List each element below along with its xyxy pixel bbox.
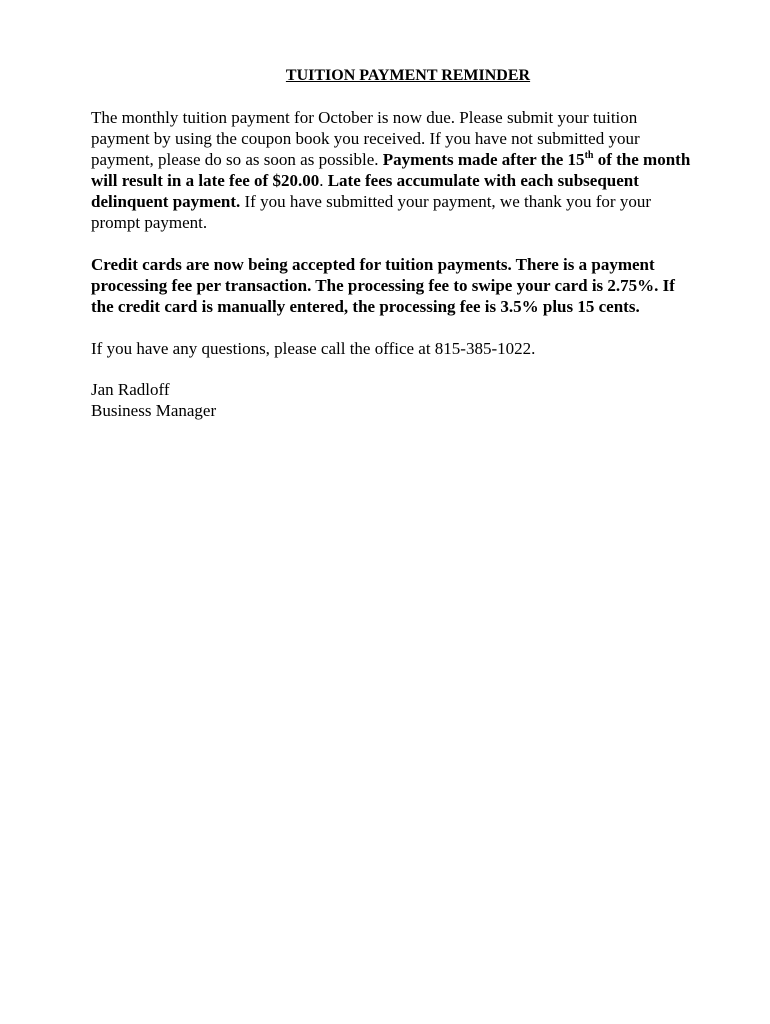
paragraph-line (91, 170, 639, 191)
paragraph-contact: If you have any questions, please call the office at 815-385-1022. (91, 339, 536, 358)
paragraph-line (91, 149, 690, 170)
paragraph-line: processing fee per transaction. The processing fee to swipe your card is 2.75%. If (91, 276, 675, 295)
late-fee-notice: Payments made after the 15 (382, 150, 585, 169)
late-fee-notice: delinquent payment. (91, 192, 241, 211)
signature-name: Jan Radloff (91, 380, 170, 399)
paragraph-line: The monthly tuition payment for October is now due. Please submit your tuition (91, 108, 638, 127)
late-fee-notice: Late fees accumulate with each subsequent (327, 171, 639, 190)
signature-role: Business Manager (91, 401, 217, 420)
late-fee-notice: of the month (593, 150, 691, 169)
late-fee-amount: will result in a late fee of $20.00 (91, 171, 320, 190)
paragraph-text: If you have submitted your payment, we thank you for your (240, 192, 651, 211)
paragraph-line: Credit cards are now being accepted for tuition payments. There is a payment (91, 255, 655, 274)
paragraph-text: . (319, 171, 328, 190)
document-title: TUITION PAYMENT REMINDER (285, 67, 531, 84)
paragraph-line: prompt payment. (91, 213, 208, 232)
paragraph-line: payment by using the coupon book you received. If you have not submitted your (91, 129, 640, 148)
paragraph-line: the credit card is manually entered, the processing fee is 3.5% plus 15 cents. (91, 297, 640, 316)
ordinal-suffix: th (584, 150, 594, 161)
paragraph-text: payment, please do so as soon as possible. (91, 150, 383, 169)
paragraph-line (91, 191, 651, 212)
